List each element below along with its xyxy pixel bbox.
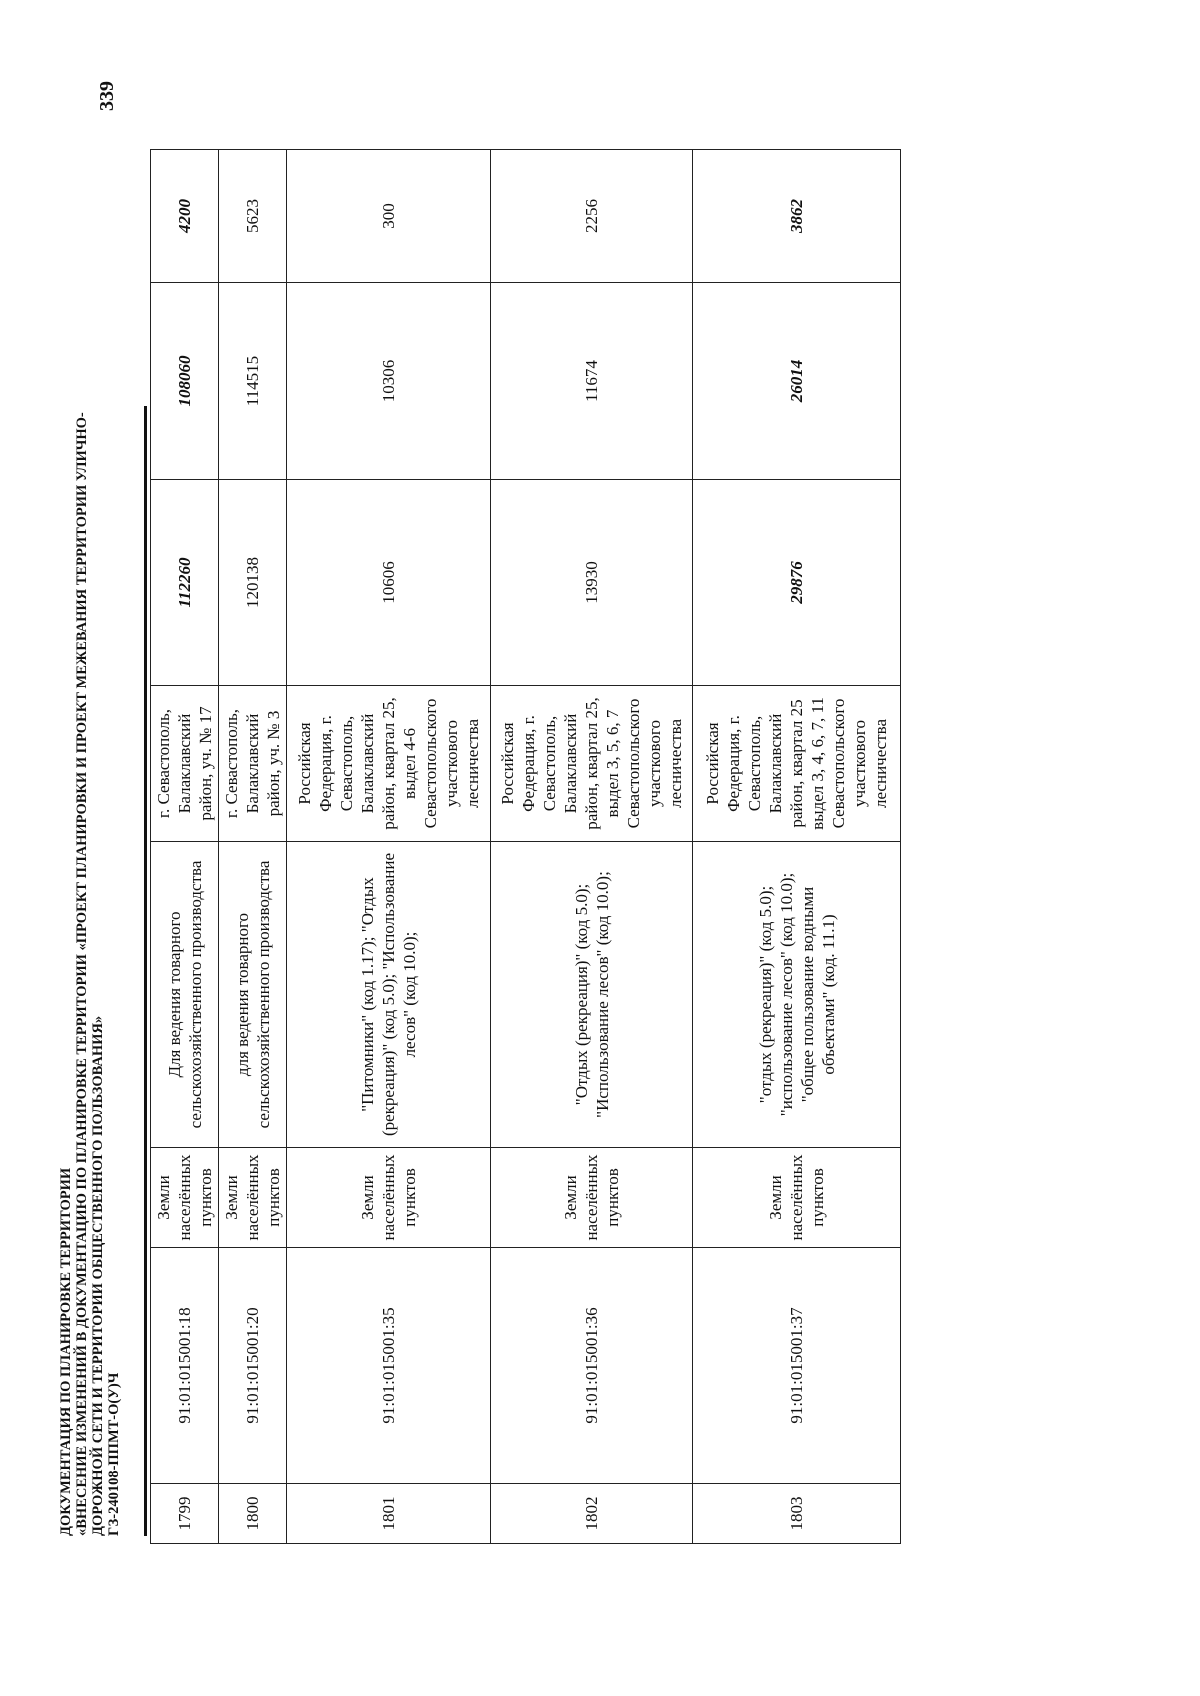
area-intersection: 2256 bbox=[491, 150, 693, 283]
area-remaining: 10306 bbox=[287, 283, 491, 480]
permitted-use: "Питомники" (код 1.17); "Отдых (рекреация)" (код 5.0); "Использование лесов" (код 10.0); bbox=[287, 842, 491, 1148]
area-remaining: 114515 bbox=[219, 283, 287, 480]
area-remaining: 11674 bbox=[491, 283, 693, 480]
area-intersection: 300 bbox=[287, 150, 491, 283]
land-plots-table bbox=[150, 149, 901, 1544]
header-line-1: ДОКУМЕНТАЦИЯ ПО ПЛАНИРОВКЕ ТЕРРИТОРИИ bbox=[58, 1167, 74, 1536]
permitted-use: Для ведения товарного сельскохозяйственного производства bbox=[151, 842, 219, 1148]
area-intersection: 4200 bbox=[151, 150, 219, 283]
area-total: 112260 bbox=[151, 480, 219, 686]
area-intersection: 5623 bbox=[219, 150, 287, 283]
permitted-use: для ведения товарного сельскохозяйственного производства bbox=[219, 842, 287, 1148]
permitted-use: "отдых (рекреация)" (код 5.0); "использование лесов" (код 10.0); "общее пользование водными объектами" (код. 11.1) bbox=[693, 842, 901, 1148]
address: Российская Федерация, г. Севастополь, Балаклавский район, квартал 25 выдел 3, 4, 6, 7, 11 Севастопольского участкового лесничества bbox=[693, 686, 901, 842]
land-category: Земли населённых пунктов bbox=[693, 1148, 901, 1248]
cadastral-number: 91:01:015001:37 bbox=[693, 1248, 901, 1484]
document-header bbox=[58, 236, 122, 1536]
area-total: 13930 bbox=[491, 480, 693, 686]
header-line-2: «ВНЕСЕНИЕ ИЗМЕНЕНИЙ В ДОКУМЕНТАЦИЮ ПО ПЛАНИРОВКЕ ТЕРРИТОРИИ «ПРОЕКТ ПЛАНИРОВКИ И ПРОЕКТ МЕЖЕВАНИЯ ТЕРРИТОРИИ УЛИЧНО- bbox=[74, 412, 90, 1536]
table-row bbox=[491, 150, 693, 1544]
cadastral-number: 91:01:015001:20 bbox=[219, 1248, 287, 1484]
address: Российская Федерация, г. Севастополь, Балаклавский район, квартал 25, выдел 3, 5, 6, 7 Севастопольского участкового лесничества bbox=[491, 686, 693, 842]
address: г. Севастополь, Балаклавский район, уч. № 17 bbox=[151, 686, 219, 842]
table-row bbox=[219, 150, 287, 1544]
cadastral-number: 91:01:015001:18 bbox=[151, 1248, 219, 1484]
table-row bbox=[151, 150, 219, 1544]
page-number: 339 bbox=[96, 81, 118, 111]
cadastral-number: 91:01:015001:35 bbox=[287, 1248, 491, 1484]
area-total: 29876 bbox=[693, 480, 901, 686]
permitted-use: "Отдых (рекреация)" (код 5.0); "Использование лесов" (код 10.0); bbox=[491, 842, 693, 1148]
cadastral-number: 91:01:015001:36 bbox=[491, 1248, 693, 1484]
area-remaining: 26014 bbox=[693, 283, 901, 480]
address: Российская Федерация, г. Севастополь, Балаклавский район, квартал 25, выдел 4-6 Севастопольского участкового лесничества bbox=[287, 686, 491, 842]
header-rule bbox=[144, 406, 147, 1536]
row-number: 1803 bbox=[693, 1484, 901, 1544]
land-category: Земли населённых пунктов bbox=[491, 1148, 693, 1248]
header-line-4: ГЗ-240108-ППМТ-О(У)Ч bbox=[106, 1372, 122, 1536]
row-number: 1799 bbox=[151, 1484, 219, 1544]
table-row bbox=[287, 150, 491, 1544]
table-row bbox=[693, 150, 901, 1544]
area-remaining: 108060 bbox=[151, 283, 219, 480]
area-total: 120138 bbox=[219, 480, 287, 686]
address: г. Севастополь, Балаклавский район, уч. № 3 bbox=[219, 686, 287, 842]
row-number: 1802 bbox=[491, 1484, 693, 1544]
area-intersection: 3862 bbox=[693, 150, 901, 283]
area-total: 10606 bbox=[287, 480, 491, 686]
header-line-3: ДОРОЖНОЙ СЕТИ И ТЕРРИТОРИИ ОБЩЕСТВЕННОГО ПОЛЬЗОВАНИЯ» bbox=[90, 1015, 106, 1536]
row-number: 1800 bbox=[219, 1484, 287, 1544]
land-category: Земли населённых пунктов bbox=[151, 1148, 219, 1248]
land-category: Земли населённых пунктов bbox=[219, 1148, 287, 1248]
row-number: 1801 bbox=[287, 1484, 491, 1544]
land-category: Земли населённых пунктов bbox=[287, 1148, 491, 1248]
